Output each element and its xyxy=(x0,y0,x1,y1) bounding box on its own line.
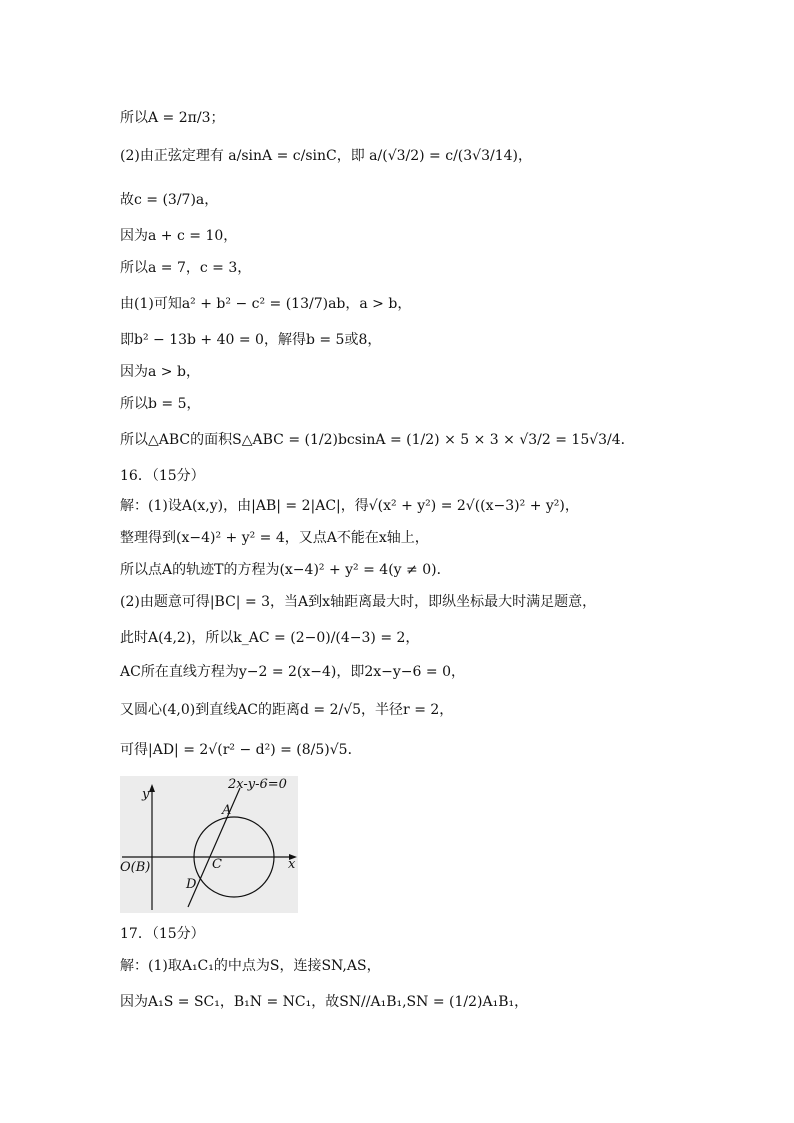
text-line-8: 因为a > b， xyxy=(120,364,200,380)
text-line-15: (2)由题意可得|BC| = 3，当A到x轴距离最大时，即纵坐标最大时满足题意， xyxy=(120,594,597,610)
x-axis-label: x xyxy=(288,857,296,872)
text-line-22: 因为A₁S = SC₁，B₁N = NC₁，故SN//A₁B₁,SN = (1/2)A₁B₁， xyxy=(120,994,529,1010)
y-axis-arrow-icon xyxy=(149,784,155,792)
question-16-heading: 16．（15分） xyxy=(120,468,205,484)
text-line-17: AC所在直线方程为y−2 = 2(x−4)，即2x−y−6 = 0， xyxy=(120,664,465,680)
geometry-figure xyxy=(120,776,298,913)
text-line-10: 所以△ABC的面积S△ABC = (1/2)bcsinA = (1/2) × 5 × 3 × √3/2 = 15√3/4． xyxy=(120,432,635,448)
text-line-3: 故c = (3/7)a， xyxy=(120,192,219,208)
text-line-12: 解：(1)设A(x,y)，由|AB| = 2|AC|，得√(x² + y²) = 2√((x−3)² + y²)， xyxy=(120,498,579,514)
figure-svg xyxy=(120,776,298,913)
text-line-5: 所以a = 7，c = 3， xyxy=(120,260,252,276)
point-a-label: A xyxy=(222,803,232,818)
text-line-16: 此时A(4,2)，所以k_AC = (2−0)/(4−3) = 2， xyxy=(120,630,420,646)
text-line-14: 所以点A的轨迹T的方程为(x−4)² + y² = 4(y ≠ 0)． xyxy=(120,562,451,578)
text-line-21: 解：(1)取A₁C₁的中点为S，连接SN,AS， xyxy=(120,958,381,974)
text-line-18: 又圆心(4,0)到直线AC的距离d = 2/√5，半径r = 2， xyxy=(120,702,454,718)
line-equation-label: 2x-y-6=0 xyxy=(228,777,287,792)
text-line-4: 因为a + c = 10， xyxy=(120,228,238,244)
text-line-9: 所以b = 5， xyxy=(120,396,201,412)
text-line-19: 可得|AD| = 2√(r² − d²) = (8/5)√5． xyxy=(120,742,362,758)
text-line-6: 由(1)可知a² + b² − c² = (13/7)ab，a > b， xyxy=(120,296,412,312)
question-17-heading: 17．（15分） xyxy=(120,926,205,942)
text-line-1: 所以A = 2π/3； xyxy=(120,110,225,126)
y-axis-label: y xyxy=(142,787,150,802)
text-line-13: 整理得到(x−4)² + y² = 4，又点A不能在x轴上， xyxy=(120,530,429,546)
point-c-label: C xyxy=(212,857,222,872)
origin-label: O(B) xyxy=(120,860,151,875)
text-line-2: (2)由正弦定理有 a/sinA = c/sinC，即 a/(√3/2) = c/(3√3/14)， xyxy=(120,148,532,164)
text-line-7: 即b² − 13b + 40 = 0，解得b = 5或8， xyxy=(120,332,382,348)
point-d-label: D xyxy=(186,877,197,892)
